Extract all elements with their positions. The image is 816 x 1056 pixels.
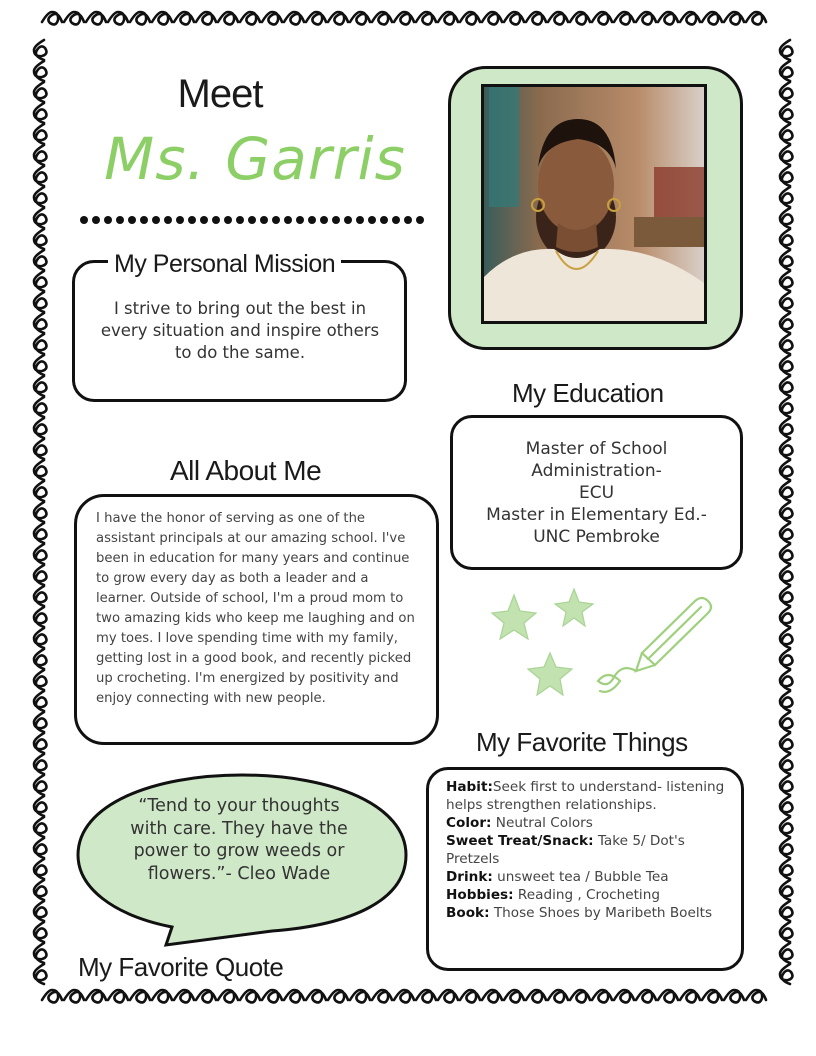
dotted-divider xyxy=(78,212,426,228)
divider-dot xyxy=(368,216,376,224)
divider-dot xyxy=(404,216,412,224)
divider-dot xyxy=(224,216,232,224)
divider-dot xyxy=(392,216,400,224)
quote-text: “Tend to your thoughts with care. They have the power to grow weeds or flowers.”- Cleo Wade xyxy=(130,796,348,884)
divider-dot xyxy=(380,216,388,224)
divider-dot xyxy=(332,216,340,224)
education-line: Master of School xyxy=(525,439,668,459)
divider-dot xyxy=(248,216,256,224)
education-text xyxy=(455,438,738,548)
divider-dot xyxy=(104,216,112,224)
stars-pencil-icon xyxy=(490,583,720,708)
divider-dot xyxy=(236,216,244,224)
divider-dot xyxy=(188,216,196,224)
education-line: Master in Elementary Ed.- xyxy=(486,505,707,525)
education-title: My Education xyxy=(512,378,664,408)
divider-dot xyxy=(200,216,208,224)
divider-dot xyxy=(140,216,148,224)
divider-dot xyxy=(260,216,268,224)
about-text: I have the honor of serving as one of the assistant principals at our amazing school. I've been in education for many years and continue to grow every day as both a leader and a learner. Outside of school, I'm a proud mom to two amazing kids who keep me laughing and on my toes. I love spending time with my family, getting lost in a good book, and recently picked up crocheting. I'm energized by positivity and enjoy connecting with new people. xyxy=(96,511,415,706)
education-line: Administration- xyxy=(531,461,662,481)
divider-dot xyxy=(80,216,88,224)
divider-dot xyxy=(308,216,316,224)
divider-dot xyxy=(296,216,304,224)
favorites-list xyxy=(446,778,736,922)
divider-dot xyxy=(320,216,328,224)
divider-dot xyxy=(92,216,100,224)
favorite-item-habit: Habit:Seek first to understand- listening helps strengthen relationships. xyxy=(446,779,725,813)
portrait-photo-icon xyxy=(481,84,707,324)
divider-dot xyxy=(116,216,124,224)
divider-dot xyxy=(344,216,352,224)
favorite-item-book: Book: Those Shoes by Maribeth Boelts xyxy=(446,905,713,921)
divider-dot xyxy=(272,216,280,224)
divider-dot xyxy=(284,216,292,224)
divider-dot xyxy=(152,216,160,224)
favorites-title: My Favorite Things xyxy=(476,727,688,757)
favorite-item-snack: Sweet Treat/Snack: Take 5/ Dot's Pretzels xyxy=(446,833,685,867)
quote-title: My Favorite Quote xyxy=(78,952,284,982)
favorite-item-drink: Drink: unsweet tea / Bubble Tea xyxy=(446,869,669,885)
teacher-name: Ms. Garris xyxy=(104,125,406,193)
education-line: UNC Pembroke xyxy=(533,527,660,547)
favorite-item-hobbies: Hobbies: Reading , Crocheting xyxy=(446,887,660,903)
divider-dot xyxy=(128,216,136,224)
mission-text: I strive to bring out the best in every situation and inspire others to do the same. xyxy=(100,299,380,362)
divider-dot xyxy=(164,216,172,224)
mission-title: My Personal Mission xyxy=(108,250,341,279)
divider-dot xyxy=(176,216,184,224)
divider-dot xyxy=(212,216,220,224)
meet-heading: Meet xyxy=(177,72,263,116)
divider-dot xyxy=(416,216,424,224)
divider-dot xyxy=(356,216,364,224)
education-line: ECU xyxy=(578,483,615,503)
about-title: All About Me xyxy=(170,455,322,486)
favorite-item-color: Color: Neutral Colors xyxy=(446,815,593,831)
